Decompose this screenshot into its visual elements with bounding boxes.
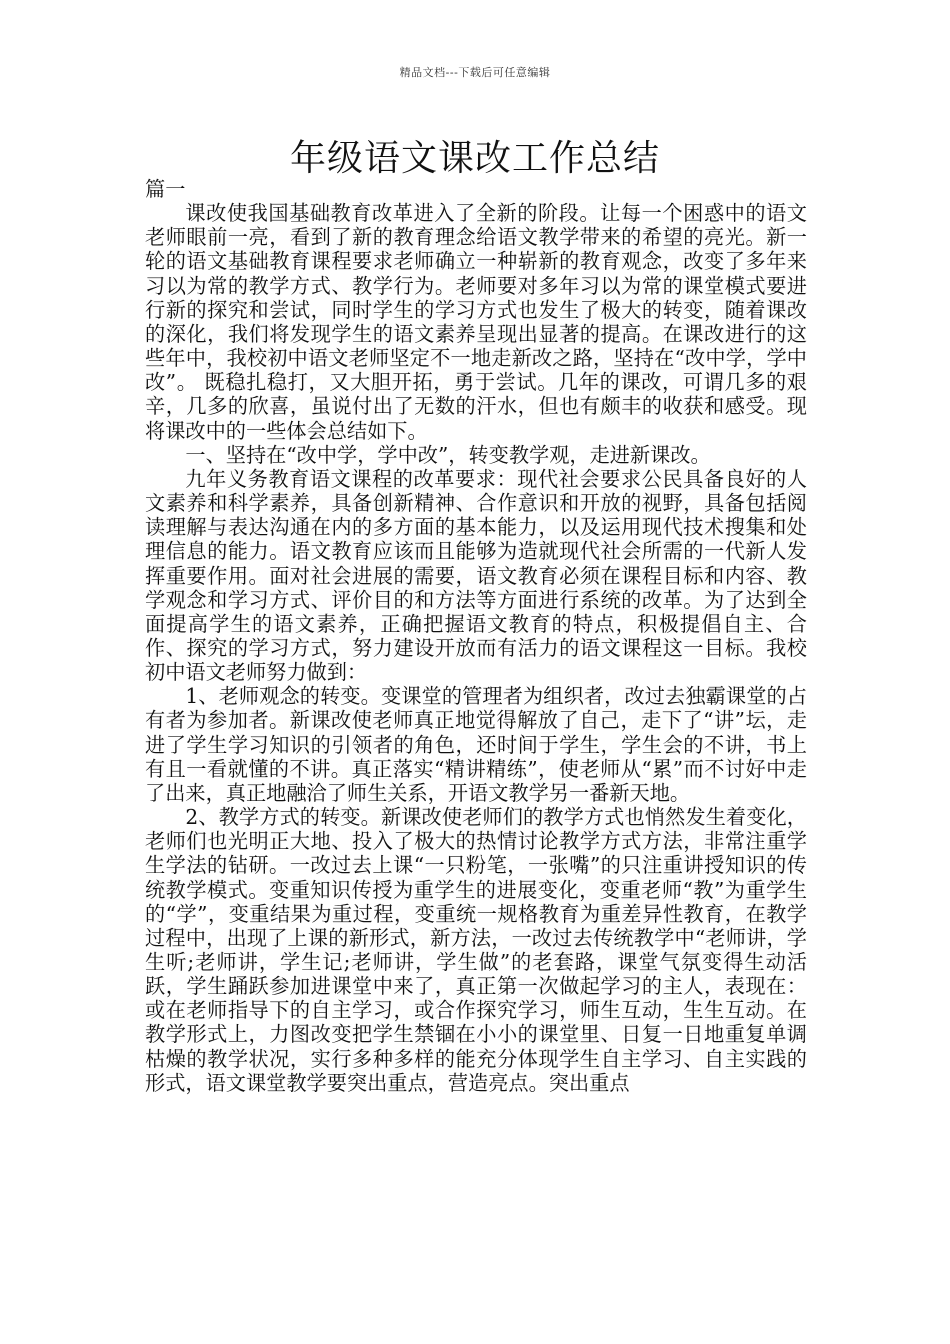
- heading-section-one: 一、坚持在“改中学，学中改”，转变教学观，走进新课改。: [185, 442, 711, 467]
- document-body: [145, 177, 807, 1095]
- paragraph-curriculum-reform: 九年义务教育语文课程的改革要求：现代社会要求公民具备良好的人文素养和科学素养，具备创新精神、合作意识和开放的视野，具备包括阅读理解与表达沟通在内的多方面的基本能力，以及运用现代技术搜集和处理信息的能力。语文教育应该而且能够为造就现代社会所需的一代新人发挥重要作用。面对社会进展的需要，语文教育必须在课程目标和内容、教学观念和学习方式、评价目的和方法等方面进行系统的改革。为了达到全面提高学生的语文素养，正确把握语文教育的特点，积极提倡自主、合作、探究的学习方式，努力建设开放而有活力的语文课程这一目标。我校初中语文老师努力做到：: [145, 466, 807, 685]
- page-header: 精品文档---下载后可任意编辑: [399, 66, 551, 79]
- paragraph-teaching-method: 2、教学方式的转变。新课改使老师们的教学方式也悄然发生着变化，老师们也光明正大地、投入了极大的热情讨论教学方式方法，非常注重学生学法的钻研。一改过去上课“一只粉笔，一张嘴”的只注重讲授知识的传统教学模式。变重知识传授为重学生的进展变化，变重老师“教”为重学生的“学”，变重结果为重过程，变重统一规格教育为重差异性教育，在教学过程中，出现了上课的新形式，新方法，一改过去传统教学中“老师讲，学生听;老师讲，学生记;老师讲，学生做”的老套路，课堂气氛变得生动活跃，学生踊跃参加进课堂中来了，真正第一次做起学习的主人，表现在：或在老师指导下的自主学习，或合作探究学习，师生互动，生生互动。在教学形式上，力图改变把学生禁锢在小小的课堂里、日复一日地重复单调枯燥的教学状况，实行多种多样的能充分体现学生自主学习、自主实践的形式，语文课堂教学要突出重点，营造亮点。突出重点: [145, 805, 807, 1095]
- section-label: 篇一: [145, 177, 186, 201]
- paragraph-intro: 课改使我国基础教育改革进入了全新的阶段。让每一个困惑中的语文老师眼前一亮，看到了新的教育理念给语文教学带来的希望的亮光。新一轮的语文基础教育课程要求老师确立一种崭新的教育观念，改变了多年来习以为常的教学方式、教学行为。老师要对多年习以为常的课堂模式要进行新的探究和尝试，同时学生的学习方式也发生了极大的转变，随着课改的深化，我们将发现学生的语文素养呈现出显著的提高。在课改进行的这些年中，我校初中语文老师坚定不一地走新改之路，坚持在“改中学，学中改”。 既稳扎稳打，又大胆开拓，勇于尝试。几年的课改，可谓几多的艰辛，几多的欣喜，虽说付出了无数的汗水，但也有颇丰的收获和感受。现将课改中的一些体会总结如下。: [145, 201, 807, 443]
- paragraph-teacher-mindset: 1、老师观念的转变。变课堂的管理者为组织者，改过去独霸课堂的占有者为参加者。新课改使老师真正地觉得解放了自己，走下了“讲”坛，走进了学生学习知识的引领者的角色，还时间于学生，学生会的不讲，书上有且一看就懂的不讲。真正落实“精讲精练”，使老师从“累”而不讨好中走了出来，真正地融洽了师生关系，开语文教学另一番新天地。: [145, 684, 807, 805]
- document-title: 年级语文课改工作总结: [289, 138, 660, 179]
